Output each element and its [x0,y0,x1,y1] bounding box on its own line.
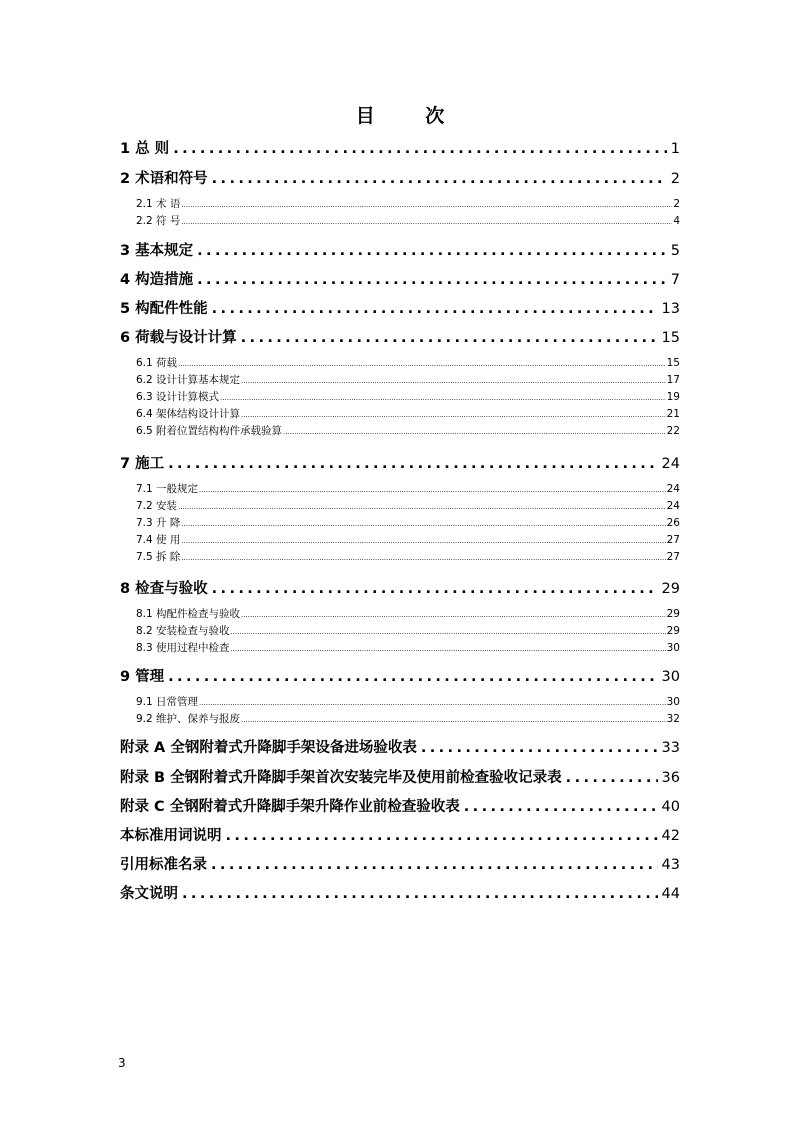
toc-entry[interactable] [136,213,680,227]
toc-entry-page: 40 [661,799,680,815]
toc-entry-label: 6 荷载与设计计算 [120,330,237,346]
toc-dot-leader [173,141,667,157]
toc-dot-leader [181,201,672,209]
toc-entry-page: 30 [666,642,680,654]
toc-dot-leader [231,645,666,653]
toc-entry-label: 2.1 术 语 [136,198,181,210]
toc-entry-label: 7.1 一般规定 [136,483,199,495]
toc-entry-label: 附录 B 全钢附着式升降脚手架首次安装完毕及使用前检查验收记录表 [120,770,562,786]
toc-entry-label: 6.4 架体结构设计计算 [136,408,241,420]
toc-entry-label: 9.1 日常管理 [136,696,199,708]
toc-dot-leader [220,394,666,402]
toc-dot-leader [199,699,666,707]
toc-entry-label: 附录 C 全钢附着式升降脚手架升降作业前检查验收表 [120,799,460,815]
toc-entry[interactable] [120,766,680,786]
toc-entry-page: 44 [661,886,680,902]
toc-entry-page: 27 [666,551,680,563]
toc-dot-leader [241,716,666,724]
toc-dot-leader [421,740,658,756]
toc-entry[interactable] [120,736,680,756]
toc-entry-page: 29 [661,581,680,597]
toc-entry-page: 21 [666,408,680,420]
toc-entry[interactable] [120,239,680,259]
toc-dot-leader [241,377,666,385]
toc-entry-page: 24 [661,456,680,472]
toc-dot-leader [197,272,667,288]
toc-entry-page: 19 [666,391,680,403]
toc-entry-page: 22 [666,425,680,437]
toc-entry-label: 2 术语和符号 [120,171,208,187]
toc-entry[interactable] [120,665,680,685]
toc-entry-page: 27 [666,534,680,546]
toc-dot-leader [168,669,657,685]
page-number: 3 [118,1056,126,1070]
toc-dot-leader [181,554,665,562]
toc-entry[interactable] [120,795,680,815]
toc-entry[interactable] [136,694,680,708]
toc-entry[interactable] [136,389,680,403]
toc-entry-page: 33 [661,740,680,756]
toc-entry[interactable] [136,355,680,369]
toc-entry[interactable] [136,196,680,210]
toc-entry-label: 引用标准名录 [120,857,207,873]
toc-entry[interactable] [120,452,680,472]
toc-dot-leader [181,218,672,226]
toc-entry-label: 8.3 使用过程中检查 [136,642,230,654]
toc-entry[interactable] [136,532,680,546]
toc-entry[interactable] [120,167,680,187]
toc-dot-leader [241,330,658,346]
toc-entry-label: 8.1 构配件检查与验收 [136,608,241,620]
toc-dot-leader [231,628,666,636]
toc-dot-leader [181,537,665,545]
toc-entry[interactable] [120,268,680,288]
toc-entry-label: 7 施工 [120,456,165,472]
toc-entry[interactable] [136,606,680,620]
toc-entry-label: 4 构造措施 [120,272,194,288]
toc-entry-label: 1 总 则 [120,141,170,157]
toc-entry-label: 3 基本规定 [120,243,194,259]
toc-entry[interactable] [136,711,680,725]
toc-entry-label: 6.5 附着位置结构构件承载验算 [136,425,283,437]
toc-entry-page: 17 [666,374,680,386]
toc-entry[interactable] [136,623,680,637]
toc-entry-label: 6.2 设计计算基本规定 [136,374,241,386]
toc-entry-label: 9 管理 [120,669,165,685]
toc-entry[interactable] [120,577,680,597]
toc-entry-page: 26 [666,517,680,529]
toc-entry[interactable] [136,640,680,654]
toc-entry[interactable] [136,372,680,386]
toc-entry-page: 36 [661,770,680,786]
toc-entry[interactable] [136,549,680,563]
toc-entry-label: 附录 A 全钢附着式升降脚手架设备进场验收表 [120,740,417,756]
toc-entry-label: 5 构配件性能 [120,301,208,317]
toc-entry[interactable] [120,297,680,317]
toc-dot-leader [212,581,658,597]
toc-entry[interactable] [120,137,680,157]
toc-entry-page: 30 [661,669,680,685]
toc-entry-label: 9.2 维护、保养与报废 [136,713,241,725]
toc-dot-leader [182,886,658,902]
toc-entry[interactable] [136,515,680,529]
toc-entry[interactable] [120,882,680,902]
toc-entry-page: 15 [661,330,680,346]
toc-dot-leader [226,828,658,844]
toc-entry-page: 7 [670,272,680,288]
toc-entry-page: 29 [666,625,680,637]
toc-entry-page: 2 [670,171,680,187]
toc-entry-label: 条文说明 [120,886,178,902]
toc-entry-label: 7.2 安装 [136,500,178,512]
toc-entry[interactable] [136,406,680,420]
toc-dot-leader [566,770,658,786]
toc-entry-label: 7.3 升 降 [136,517,181,529]
toc-entry-page: 24 [666,483,680,495]
toc-dot-leader [178,503,666,511]
toc-entry-page: 2 [673,198,680,210]
toc-entry-page: 4 [673,215,680,227]
toc-entry-page: 1 [670,141,680,157]
toc-dot-leader [241,611,666,619]
toc-dot-leader [211,857,658,873]
toc-dot-leader [464,799,658,815]
toc-dot-leader [212,171,667,187]
toc-dot-leader [283,428,666,436]
toc-entry-page: 24 [666,500,680,512]
toc-entry-label: 8.2 安装检查与验收 [136,625,230,637]
page-title: 目 次 [355,105,467,127]
toc-entry[interactable] [120,853,680,873]
toc-entry[interactable] [136,481,680,495]
toc-entry[interactable] [136,498,680,512]
toc-entry[interactable] [120,824,680,844]
toc-dot-leader [197,243,667,259]
toc-entry-page: 13 [661,301,680,317]
toc-entry[interactable] [136,423,680,437]
toc-entry-label: 7.5 拆 除 [136,551,181,563]
toc-entry-label: 2.2 符 号 [136,215,181,227]
toc-entry-label: 6.3 设计计算模式 [136,391,220,403]
toc-entry-page: 32 [666,713,680,725]
toc-entry-label: 7.4 使 用 [136,534,181,546]
toc-entry-page: 42 [661,828,680,844]
toc-entry[interactable] [120,326,680,346]
toc-entry-page: 15 [666,357,680,369]
toc-dot-leader [199,486,666,494]
toc-dot-leader [168,456,657,472]
toc-dot-leader [178,360,666,368]
toc-dot-leader [241,411,666,419]
toc-entry-page: 43 [661,857,680,873]
toc-dot-leader [181,520,665,528]
toc-entry-page: 29 [666,608,680,620]
toc-entry-page: 30 [666,696,680,708]
toc-entry-label: 本标准用词说明 [120,828,222,844]
toc-entry-label: 6.1 荷载 [136,357,178,369]
toc-dot-leader [212,301,658,317]
toc-entry-page: 5 [670,243,680,259]
toc-entry-label: 8 检查与验收 [120,581,208,597]
